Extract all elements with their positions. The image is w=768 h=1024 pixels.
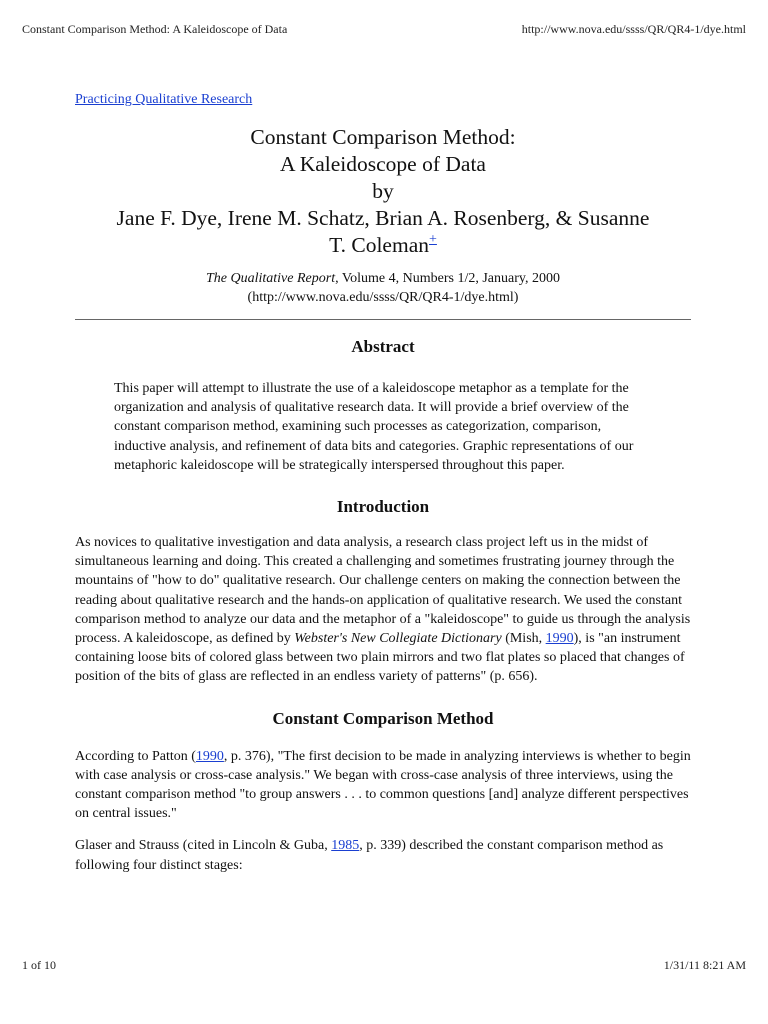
authors-line-2 [75,232,691,259]
title-line-3: by [372,179,394,203]
breadcrumb-link[interactable]: Practicing Qualitative Research [75,92,253,107]
browser-header-url: http://www.nova.edu/ssss/QR/QR4-1/dye.html [521,22,746,36]
citation [75,269,691,307]
authors-line-2-text: T. Coleman [329,233,429,257]
mish-1990-link[interactable]: 1990 [545,631,574,647]
citation-details: , Volume 4, Numbers 1/2, January, 2000 [335,271,560,286]
title-line-1: Constant Comparison Method: [250,125,516,149]
intro-text-c: ), is "an instrument containing loose bits of colored glass between two plain mirrors and two flat plates so placed that changes of position of the bits of glass are reflected in an endless variety of patterns" (p. 656). [75,631,685,685]
intro-text-b: (Mish, [501,631,546,647]
footnote-link[interactable]: + [429,232,437,247]
introduction-paragraph [75,533,691,687]
document-body [75,90,691,875]
ccm-p1-text-a: According to Patton ( [75,748,196,764]
ccm-p1-text-b: , p. 376), "The first decision to be made in analyzing interviews is whether to begin with case analysis or cross-case analysis." We began with cross-case analysis of three interviews, using the constant comparison method "to group answers . . . to common questions [and] analyze different perspectives on central issues." [75,748,691,822]
introduction-heading: Introduction [336,497,430,517]
patton-1990-link[interactable]: 1990 [195,748,224,764]
citation-line [75,269,691,288]
abstract-text: This paper will attempt to illustrate the use of a kaleidoscope metaphor as a template for the organization and analysis of qualitative research data. It will provide a brief overview of the constant comparison method, examining such processes as categorization, comparison, inductive analysis, and refinement of data bits and categories. Graphic representations of our metaphoric kaleidoscope will be strategically interspersed throughout this paper. [114,381,634,473]
dictionary-title: Webster's New Collegiate Dictionary [294,631,502,647]
page-counter: 1 of 10 [22,958,56,972]
ccm-paragraph-2 [75,836,691,874]
browser-header-title: Constant Comparison Method: A Kaleidoscope of Data [22,22,288,36]
ccm-p2-text-a: Glaser and Strauss (cited in Lincoln & Guba, [75,838,332,854]
article-title [75,124,691,259]
constant-comparison-heading: Constant Comparison Method [272,708,494,728]
ccm-p2-text-b: , p. 339) described the constant comparison method as following four distinct stages: [75,838,664,873]
abstract-heading: Abstract [351,337,415,356]
print-timestamp: 1/31/11 8:21 AM [663,958,746,972]
title-line-2: A Kaleidoscope of Data [280,152,486,176]
intro-text-a: As novices to qualitative investigation and data analysis, a research class project left us in the midst of simultaneous learning and doing. This created a challenging and sometimes frustrating journey through the mountains of "how to do" qualitative research. Our challenge centers on making the connection between the reading about qualitative research and the hands-on application of qualitative research. We used the constant comparison method to analyze our data and the metaphor of a "kaleidoscope" to guide us through the analysis process. A kaleidoscope, as defined by [75,535,691,647]
authors-line-1: Jane F. Dye, Irene M. Schatz, Brian A. Rosenberg, & Susanne [116,206,650,230]
lincoln-guba-1985-link[interactable]: 1985 [331,838,360,854]
citation-url: (http://www.nova.edu/ssss/QR/QR4-1/dye.html) [247,290,519,305]
ccm-paragraph-1 [75,747,691,824]
journal-name: The Qualitative Report [206,271,336,286]
divider [75,319,691,320]
